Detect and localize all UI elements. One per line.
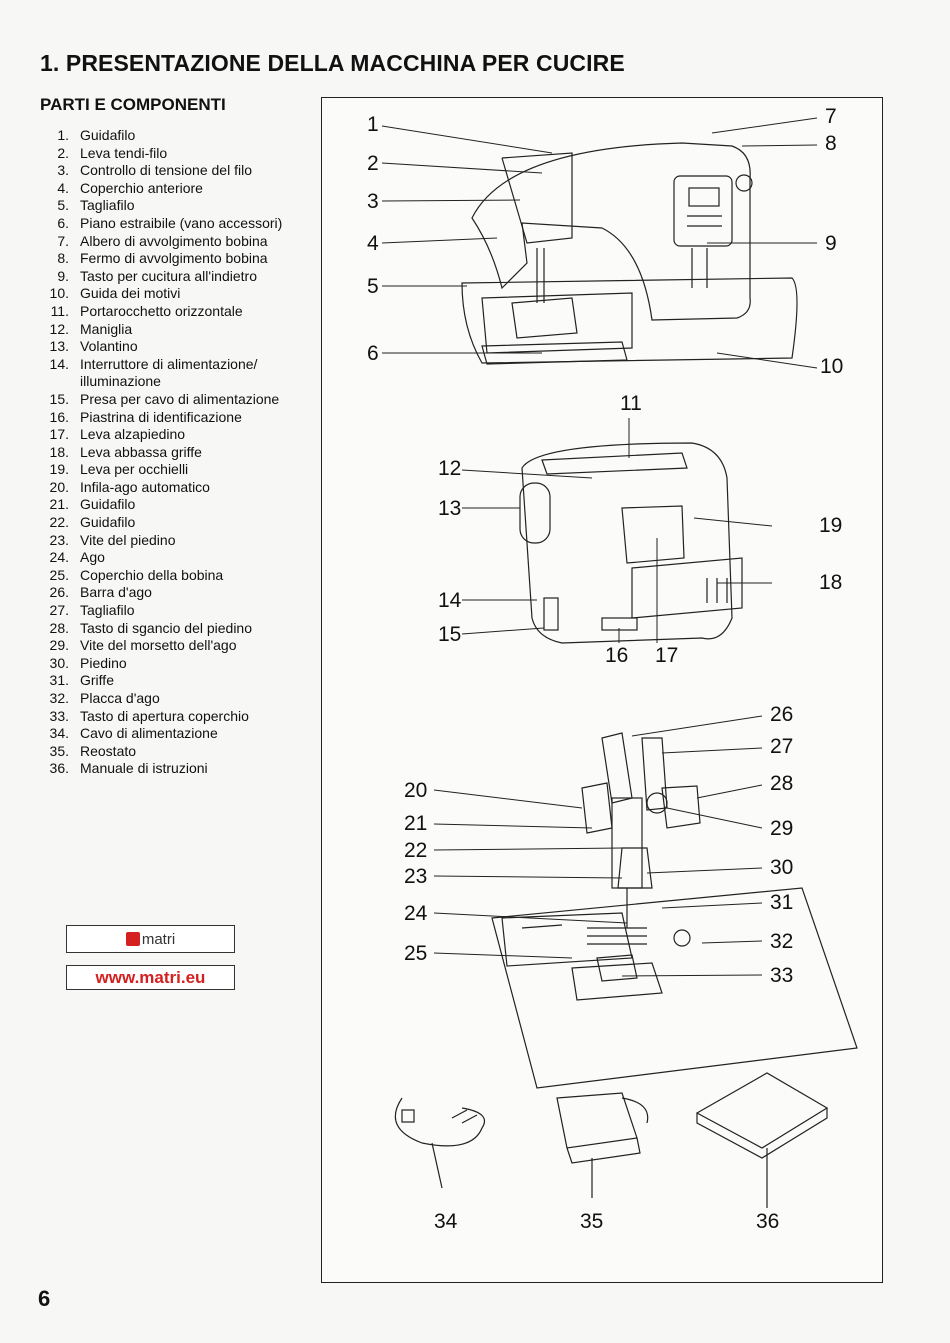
part-label: Controllo di tensione del filo <box>80 162 252 179</box>
part-number: 7. <box>57 232 69 249</box>
part-label: illuminazione <box>80 373 161 390</box>
brand-logo <box>66 925 235 953</box>
part-number: 36. <box>49 760 69 777</box>
part-label: Presa per cavo di alimentazione <box>80 390 280 407</box>
part-label: Guidafilo <box>80 496 136 513</box>
list-item <box>40 338 282 356</box>
list-item <box>40 250 282 268</box>
website-link[interactable]: www.matri.eu <box>66 965 235 990</box>
power-cord-illustration <box>395 1098 484 1188</box>
part-label: Interruttore di alimentazione/ <box>80 355 258 372</box>
list-item <box>40 268 282 286</box>
callout-number: 25 <box>404 942 428 965</box>
list-item <box>40 461 282 479</box>
list-item <box>40 584 282 602</box>
list-item <box>40 743 282 761</box>
callout-number: 27 <box>770 735 794 758</box>
callout-number: 23 <box>404 865 428 888</box>
callout-number: 19 <box>819 514 843 537</box>
list-item <box>40 690 282 708</box>
part-label: Manuale di istruzioni <box>80 760 208 777</box>
callout-number: 24 <box>404 902 428 925</box>
list-item <box>40 127 282 145</box>
part-label: Coperchio della bobina <box>80 566 224 583</box>
part-label: Guidafilo <box>80 127 136 143</box>
list-item <box>40 409 282 427</box>
callout-number: 28 <box>770 772 794 795</box>
part-number: 1. <box>57 127 69 143</box>
part-label: Tasto di apertura coperchio <box>80 707 249 724</box>
part-number <box>40 373 69 391</box>
part-label: Leva alzapiedino <box>80 426 186 443</box>
part-number: 11. <box>50 302 69 319</box>
callout-number: 35 <box>580 1210 604 1233</box>
part-label: Tagliafilo <box>80 197 135 214</box>
part-label: Portarocchetto orizzontale <box>80 302 243 319</box>
callout-number: 6 <box>367 342 379 365</box>
part-number: 22. <box>49 514 69 531</box>
list-item <box>40 233 282 251</box>
callout-number: 3 <box>367 190 379 213</box>
part-number: 14. <box>49 355 69 372</box>
part-label: Reostato <box>80 742 137 759</box>
list-item <box>40 620 282 638</box>
list-item <box>40 162 282 180</box>
part-label: Vite del piedino <box>80 531 176 548</box>
callout-number: 5 <box>367 275 379 298</box>
callout-number: 29 <box>770 817 794 840</box>
part-number: 5. <box>57 197 69 214</box>
part-label: Fermo di avvolgimento bobina <box>80 250 268 267</box>
part-number: 6. <box>57 214 69 231</box>
part-number: 13. <box>49 338 69 355</box>
list-item <box>40 602 282 620</box>
part-number: 21. <box>49 496 69 513</box>
list-item <box>40 373 282 391</box>
callout-number: 13 <box>438 497 462 520</box>
part-number: 31. <box>49 672 69 689</box>
page-number: 6 <box>38 1286 51 1311</box>
machine-diagram <box>322 98 882 1282</box>
part-label: Tasto per cucitura all'indietro <box>80 267 257 284</box>
part-number: 4. <box>57 179 69 196</box>
list-item <box>40 444 282 462</box>
list-item <box>40 356 282 374</box>
part-number: 8. <box>57 250 69 267</box>
callout-number: 18 <box>819 571 843 594</box>
part-number: 27. <box>49 602 69 619</box>
callout-number: 11 <box>620 392 642 415</box>
list-item <box>40 708 282 726</box>
list-item <box>40 725 282 743</box>
part-label: Placca d'ago <box>80 690 160 706</box>
part-label: Vite del morsetto dell'ago <box>80 637 237 654</box>
callout-number: 31 <box>770 891 794 914</box>
part-number: 26. <box>49 584 69 601</box>
list-item <box>40 303 282 321</box>
callout-number: 7 <box>825 105 837 128</box>
foot-pedal-illustration <box>557 1093 648 1198</box>
part-number: 15. <box>49 390 69 407</box>
part-label: Leva tendi-filo <box>80 144 168 161</box>
parts-list <box>40 127 282 778</box>
part-label: Barra d'ago <box>80 584 152 601</box>
callout-number: 22 <box>404 839 428 862</box>
part-number: 19. <box>49 461 69 478</box>
part-label: Albero di avvolgimento bobina <box>80 232 268 249</box>
part-number: 2. <box>57 144 69 161</box>
callout-number: 21 <box>404 812 428 835</box>
part-label: Leva abbassa griffe <box>80 443 202 460</box>
callout-number: 32 <box>770 930 794 953</box>
part-number: 23. <box>49 531 69 548</box>
part-label: Guidafilo <box>80 514 136 531</box>
part-number: 16. <box>49 408 69 425</box>
part-label: Coperchio anteriore <box>80 179 203 196</box>
part-label: Ago <box>80 549 105 566</box>
part-label: Piedino <box>80 654 127 671</box>
list-item <box>40 321 282 339</box>
callout-number: 17 <box>655 644 679 667</box>
part-label: Piano estraibile (vano accessori) <box>80 214 283 231</box>
list-item <box>40 215 282 233</box>
part-number: 33. <box>49 707 69 724</box>
needle-area-illustration <box>492 733 857 1088</box>
callout-number: 34 <box>434 1210 458 1233</box>
part-label: Volantino <box>80 338 138 355</box>
part-label: Piastrina di identificazione <box>80 408 242 425</box>
part-number: 28. <box>49 619 69 636</box>
callout-number: 33 <box>770 964 794 987</box>
diagram-frame <box>321 97 883 1283</box>
list-item <box>40 514 282 532</box>
list-item <box>40 672 282 690</box>
logo-icon <box>126 932 140 946</box>
callout-number: 15 <box>438 623 462 646</box>
callout-number: 36 <box>756 1210 780 1233</box>
part-number: 17. <box>49 426 69 443</box>
part-number: 35. <box>49 742 69 759</box>
list-item <box>40 145 282 163</box>
machine-rear-illustration <box>520 443 742 643</box>
part-label: Tasto di sgancio del piedino <box>80 619 253 636</box>
part-number: 20. <box>49 478 69 495</box>
part-number: 24. <box>49 549 69 566</box>
callout-number: 16 <box>605 644 629 667</box>
list-item <box>40 549 282 567</box>
callout-number: 1 <box>367 113 379 136</box>
manual-illustration <box>697 1073 827 1208</box>
part-number: 25. <box>49 566 69 583</box>
callout-number: 26 <box>770 703 794 726</box>
part-label: Guida dei motivi <box>80 285 181 302</box>
part-label: Tagliafilo <box>80 602 135 619</box>
list-item <box>40 180 282 198</box>
machine-front-illustration <box>462 143 797 364</box>
callout-number: 12 <box>438 457 462 480</box>
part-number: 9. <box>57 267 69 284</box>
part-number: 29. <box>49 637 69 654</box>
list-item <box>40 479 282 497</box>
part-label: Griffe <box>80 672 114 689</box>
callout-number: 14 <box>438 589 462 612</box>
section-subtitle: PARTI E COMPONENTI <box>40 95 226 114</box>
callout-number: 30 <box>770 856 794 879</box>
list-item <box>40 496 282 514</box>
list-item <box>40 391 282 409</box>
part-label: Cavo di alimentazione <box>80 725 218 742</box>
list-item <box>40 760 282 778</box>
logo-text: matri <box>141 930 176 948</box>
list-item <box>40 532 282 550</box>
part-label: Leva per occhielli <box>80 461 189 478</box>
callout-number: 2 <box>367 152 379 175</box>
callout-number: 20 <box>404 779 428 802</box>
page-title: 1. PRESENTAZIONE DELLA MACCHINA PER CUCIRE <box>40 50 625 76</box>
callout-number: 10 <box>820 355 844 378</box>
list-item <box>40 197 282 215</box>
part-number: 18. <box>49 443 69 460</box>
part-number: 10. <box>49 285 69 302</box>
part-label: Maniglia <box>80 320 133 337</box>
part-number: 32. <box>49 690 69 706</box>
part-number: 30. <box>49 654 69 671</box>
list-item <box>40 637 282 655</box>
part-number: 34. <box>49 725 69 742</box>
part-number: 3. <box>57 162 69 179</box>
list-item <box>40 567 282 585</box>
callout-number: 4 <box>367 232 379 255</box>
callout-number: 9 <box>825 232 837 255</box>
list-item <box>40 655 282 673</box>
list-item <box>40 285 282 303</box>
list-item <box>40 426 282 444</box>
callout-number: 8 <box>825 132 837 155</box>
leader-lines <box>382 118 862 976</box>
part-number: 12. <box>49 320 69 337</box>
part-label: Infila-ago automatico <box>80 478 210 495</box>
